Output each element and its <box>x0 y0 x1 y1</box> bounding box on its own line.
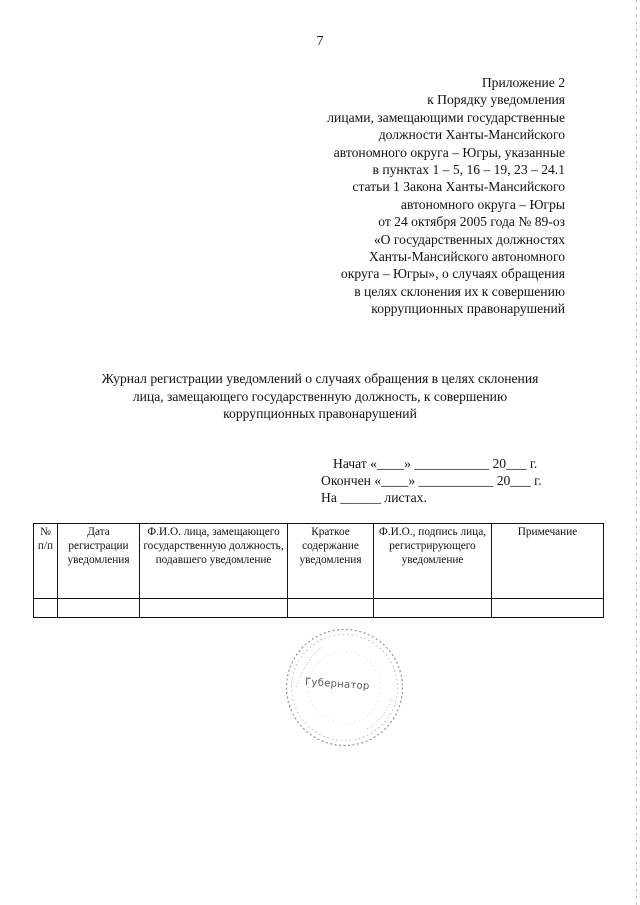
journal-started-line: Начат «____» ___________ 20___ г. <box>333 456 538 471</box>
appendix-line: в пунктах 1 – 5, 16 – 19, 23 – 24.1 <box>372 162 565 178</box>
table-cell <box>492 599 604 618</box>
table-header-row <box>34 524 604 599</box>
appendix-line: коррупционных правонарушений <box>371 301 565 317</box>
appendix-line: от 24 октября 2005 года № 89-оз <box>378 214 565 230</box>
table-cell <box>140 599 288 618</box>
table-cell <box>58 599 140 618</box>
appendix-line: в целях склонения их к совершению <box>354 283 565 299</box>
appendix-line: статьи 1 Закона Ханты-Мансийского <box>352 179 565 195</box>
journal-title-line: Журнал регистрации уведомлений о случаях обращения в целях склонения <box>101 371 539 386</box>
table-cell <box>34 599 58 618</box>
column-header-official-name: Ф.И.О. лица, замещающего государственную должность, подавшего уведомление <box>140 524 288 599</box>
journal-title <box>75 370 565 423</box>
table-row <box>34 599 604 618</box>
column-header-summary: Краткое содержание уведомления <box>288 524 374 599</box>
journal-ended-line: Окончен «____» ___________ 20___ г. <box>321 473 542 488</box>
journal-title-line: лица, замещающего государственную должность, к совершению <box>132 388 508 404</box>
table-cell <box>374 599 492 618</box>
column-header-registrar: Ф.И.О., подпись лица, регистрирующего уведомление <box>374 524 492 599</box>
appendix-line: «О государственных должностях <box>373 231 565 247</box>
appendix-line: должности Ханты-Мансийского <box>378 127 565 143</box>
appendix-line: Приложение 2 <box>481 75 565 90</box>
registration-table <box>33 523 604 618</box>
table-cell <box>288 599 374 618</box>
appendix-line: автономного округа – Югры <box>400 196 565 212</box>
appendix-line: к Порядку уведомления <box>427 92 565 108</box>
appendix-line: округа – Югры», о случаях обращения <box>340 266 565 282</box>
journal-sheets-line: На ______ листах. <box>321 490 427 505</box>
appendix-line: лицами, замещающими государственные <box>327 109 565 125</box>
appendix-line: автономного округа – Югры, указанные <box>333 144 565 160</box>
column-header-registration-date: Дата регистрации уведомления <box>58 524 140 599</box>
appendix-line: Ханты-Мансийского автономного <box>368 249 565 265</box>
column-header-number: № п/п <box>34 524 58 599</box>
appendix-header <box>265 74 565 318</box>
stamp-label: Губернатор <box>304 676 370 693</box>
page-number: 7 <box>316 34 324 49</box>
page-edge-border <box>636 0 637 905</box>
journal-title-line: коррупционных правонарушений <box>223 406 417 422</box>
column-header-notes: Примечание <box>492 524 604 599</box>
